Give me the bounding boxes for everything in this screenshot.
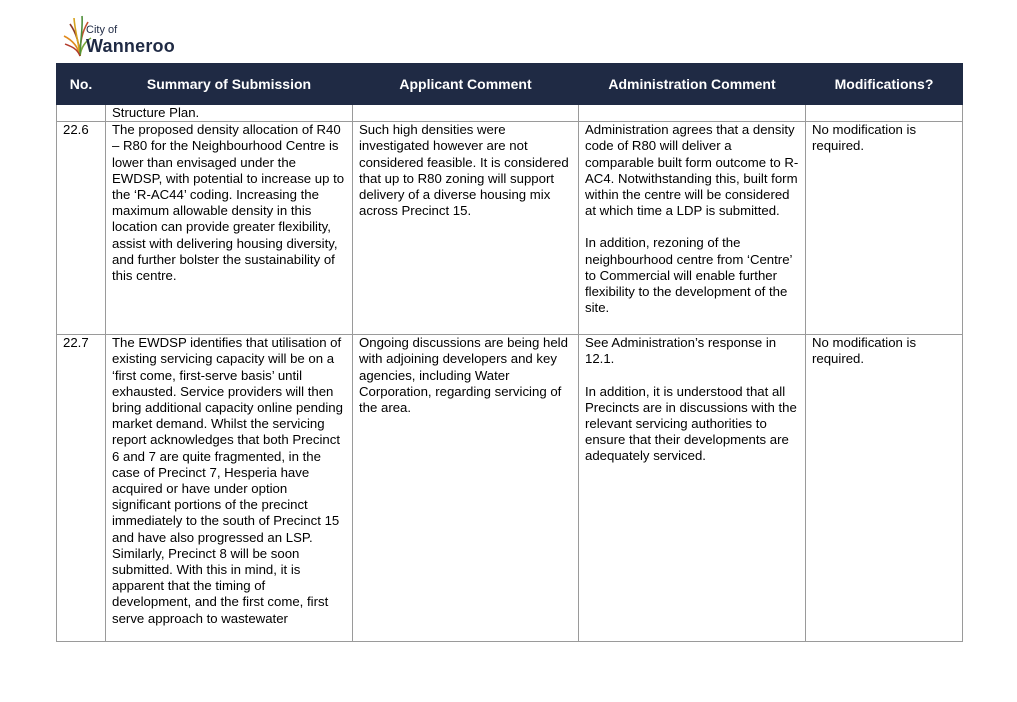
logo-name-text: Wanneroo: [86, 36, 175, 56]
cell-applicant: Ongoing discussions are being held with adjoining developers and key agencies, including Water Corporation, regarding servicing of the area.: [353, 335, 579, 642]
cell-administration: [579, 335, 806, 642]
cell-no: [57, 105, 106, 122]
col-header-administration: Administration Comment: [579, 64, 806, 105]
col-header-modifications: Modifications?: [806, 64, 963, 105]
table-row: [57, 335, 963, 642]
administration-paragraph: In addition, rezoning of the neighbourhood centre from ‘Centre’ to Commercial will enable further flexibility to the development of the site.: [585, 235, 792, 316]
cell-administration: [579, 122, 806, 335]
cell-no: 22.7: [57, 335, 106, 642]
table-row-continuation: [57, 105, 963, 122]
col-header-summary: Summary of Submission: [106, 64, 353, 105]
table-header-row: [57, 64, 963, 105]
cell-modifications: No modification is required.: [806, 335, 963, 642]
cell-summary: Structure Plan.: [106, 105, 353, 122]
city-of-wanneroo-logo: [62, 14, 192, 62]
table-row: [57, 122, 963, 335]
cell-modifications: [806, 105, 963, 122]
cell-no: 22.6: [57, 122, 106, 335]
cell-applicant: Such high densities were investigated however are not considered feasible. It is considered that up to R80 zoning will support delivery of a diverse housing mix across Precinct 15.: [353, 122, 579, 335]
cell-applicant: [353, 105, 579, 122]
cell-summary: The EWDSP identifies that utilisation of existing servicing capacity will be on a ‘first come, first-serve basis’ until exhausted. Service providers will then bring additional capacity online pending market demand. Whilst the servicing report acknowledges that both Precinct 6 and 7 are quite fragmented, in the case of Precinct 7, Hesperia have acquired or have under option significant portions of the precinct immediately to the south of Precinct 15 and have also progressed an LSP. Similarly, Precinct 8 will be soon submitted. With this in mind, it is apparent that the timing of development, and the first come, first serve approach to wastewater: [106, 335, 353, 642]
cell-modifications: No modification is required.: [806, 122, 963, 335]
administration-paragraph: Administration agrees that a density code of R80 will deliver a comparable built form outcome to R-AC4. Notwithstanding this, built form within the centre will be considered at which time a LDP is submitted.: [585, 122, 799, 219]
administration-paragraph: In addition, it is understood that all Precincts are in discussions with the relevant servicing authorities to ensure that their developments are adequately serviced.: [585, 383, 797, 464]
submissions-table: [56, 63, 963, 642]
cell-administration: [579, 105, 806, 122]
logo-city-text: City of: [86, 24, 118, 36]
col-header-no: No.: [57, 64, 106, 105]
col-header-applicant: Applicant Comment: [353, 64, 579, 105]
administration-paragraph: See Administration’s response in 12.1.: [585, 335, 777, 367]
cell-summary: The proposed density allocation of R40 – R80 for the Neighbourhood Centre is lower than envisaged under the EWDSP, with potential to increase up to the ‘R-AC44’ coding. Increasing the maximum allowable density in this location can provide greater flexibility, assist with delivering housing diversity, and further bolster the sustainability of this centre.: [106, 122, 353, 335]
